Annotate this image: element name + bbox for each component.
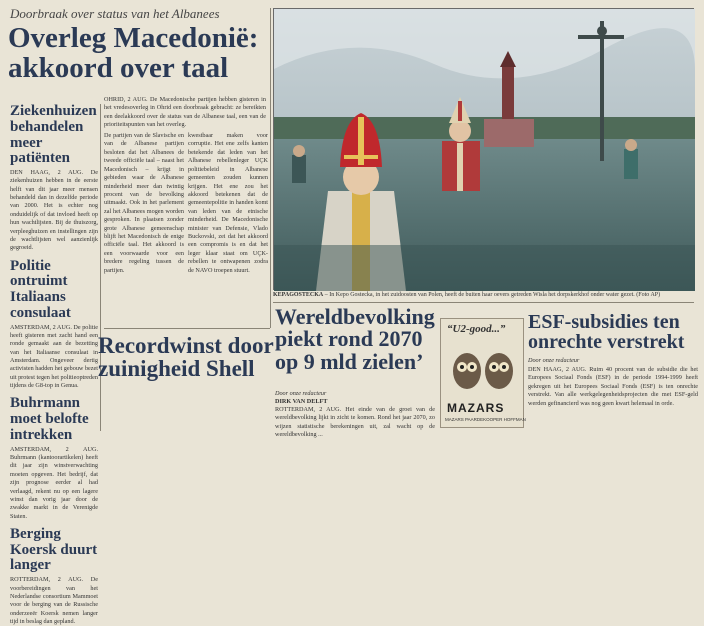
mazars-advertisement[interactable] <box>440 318 524 428</box>
article-headline-line: Wereldbevolking <box>275 304 435 329</box>
ad-slogan: “U2-good...” <box>447 323 506 335</box>
column-divider <box>270 8 271 328</box>
main-headline-line: Overleg Macedonië: <box>8 22 259 54</box>
section-rule <box>273 302 694 303</box>
sidebar-item <box>10 396 98 520</box>
byline-label: Door onze redacteur <box>275 390 327 397</box>
article-column: De partijen van de Slavische en van de Albanese partijen besloten dat het Albanees de tweede officiële taal – naast het Macedonisch – krijgt in gebieden waar de Albanese minderheid meer dan twintig procent van de bevolking uitmaakt. Ook in het parlement zal het Albanees mogen worden gesproken. In plaatsen zonder grote Albanese gemeenschap blijft het Macedonisch de enige officiële taal. Het akkoord is een voorwaarde voor een bredere regeling tussen de partijen. <box>104 132 184 274</box>
article-headline <box>275 306 445 373</box>
sidebar-headline: Politie ontruimt Italiaans consulaat <box>10 257 71 321</box>
article-headline-line: piekt rond 2070 <box>275 326 423 352</box>
flood-photo <box>273 8 694 290</box>
main-headline-line: akkoord over taal <box>8 51 229 84</box>
sidebar-divider <box>100 104 101 431</box>
sidebar-body: DEN HAAG, 2 AUG. De ziekenhuizen hebben in de eerste helft van dit jaar meer mensen behandeld dan in dezelfde periode van 2000. Het is echter nog onduidelijk of dat invloed heeft op hun wachtlijsten. Bij de thuiszorg, verpleeghuizen en instellingen zijn de wachtlijsten wel aanzienlijk gegroeid. <box>10 169 98 252</box>
article-body: DEN HAAG, 2 AUG. Ruim 40 procent van de subsidie die het Europees Sociaal Fonds (ESF) in de periode 1994-1999 heeft gekregen uit het Europees Sociaal Fonds (ESF) is ten onrechte verstrekt. Van alle werkgelegenheidsprojecten die met ESF-geld werden gefinancierd was nog geen kwart helemaal in orde. <box>528 366 698 407</box>
main-headline <box>8 24 270 83</box>
article-headline <box>98 333 274 382</box>
article-headline <box>528 312 698 353</box>
ad-tagline: MAZARS PAARDEKOOPER HOFFMAN <box>445 417 526 422</box>
article-column: kwestbaar maken voor corruptie. Het ene zelfs kanten betekende dat leden van het Albanese rebellenleger UÇK politiebeleid in Albanese gemeenten zouden kunnen krijgen. Het ene zou het akkoord betekenen dat de gemeentepolitie in handen komt van leden van de etnische minderheid. De Macedonische minister van Defensie, Vlado Buckovski, zei dat het akkoord een compromis is en dat het leger klaar staat om UÇK-rebellen te ontwapenen zodra de NAVO troepen stuurt. <box>188 132 268 274</box>
sidebar-body: AMSTERDAM, 2 AUG. Buhrmann (kantoorartikelen) heeft dit jaar zijn winstverwachting moeten opgeven. Het bedrijf, dat zijn prognose eerder al had verlaagd, rekent nu op een lagere winst dan vorig jaar door de zwakke markt in de Verenigde Staten. <box>10 445 98 520</box>
sidebar-headline: Buhrmann moet belofte intrekken <box>10 395 89 443</box>
article-headline-line: zuinigheid Shell <box>98 356 255 382</box>
section-rule <box>104 328 270 329</box>
sidebar-item <box>10 259 98 391</box>
owl-illustration-icon <box>441 341 525 397</box>
sidebar-item <box>10 104 98 253</box>
byline-author: DIRK VAN DELFT <box>275 398 328 406</box>
sidebar-headline: Berging Koersk duurt langer <box>10 525 98 574</box>
sidebar-headline: Ziekenhuizen behandelen meer patiënten <box>10 103 97 167</box>
kicker: Doorbraak over status van het Albanees <box>10 6 220 21</box>
article-body: ROTTERDAM, 2 AUG. Het einde van de groei van de wereldbevolking lijkt in zicht te komen. Rond het jaar 2070, zo wijzen statistische berekeningen uit, zal wacht op de wereldbevolking ... <box>275 406 435 439</box>
sidebar-body: ROTTERDAM, 2 AUG. De voorbereidingen van het Nederlandse consortium Mammoet voor de berging van de Russische onderzeeër Koersk nemen langer tijd in beslag dan gepland. <box>10 576 98 625</box>
photo-caption <box>273 292 694 298</box>
article-byline <box>275 390 355 407</box>
article-headline-line: onrechte verstrekt <box>528 331 685 354</box>
article-headline-line: ESF-subsidies ten <box>528 311 680 333</box>
article-byline: Door onze redacteur <box>528 357 580 364</box>
flood-photo-illustration <box>274 9 695 291</box>
article-headline-line: op 9 mld zielen’ <box>275 348 424 374</box>
photo-caption-text: – In Kepo Gostecka, in het zuidoosten van Polen, heeft de buiten haar oevers getreden Wisla het dorpskerkhof onder water gezet. (Foto AP) <box>324 292 661 298</box>
sidebar-item <box>10 527 98 626</box>
article-headline-line: Recordwinst door <box>98 333 274 358</box>
sidebar-body: AMSTERDAM, 2 AUG. De politie heeft gisteren met zacht hand een ronde gemaakt aan de bezetting van het Italiaanse consulaat in Amsterdam. Ongeveer dertig activisten hadden het gebouw bezet uit protest tegen het politieoptreden tijdens de G8-top in Genua. <box>10 323 98 390</box>
sidebar <box>10 103 98 625</box>
ad-brand: MAZARS <box>447 401 505 415</box>
photo-caption-label: KEPAGOSTECKA <box>273 292 324 298</box>
lead-paragraph: OHRID, 2 AUG. De Macedonische partijen hebben gisteren in het vredesoverleg in Ohrid een doorbraak gebracht: ze bereikten een deelakkoord over de status van de Albanese taal, een van de prioriteitspunten van het overleg. <box>104 96 266 129</box>
